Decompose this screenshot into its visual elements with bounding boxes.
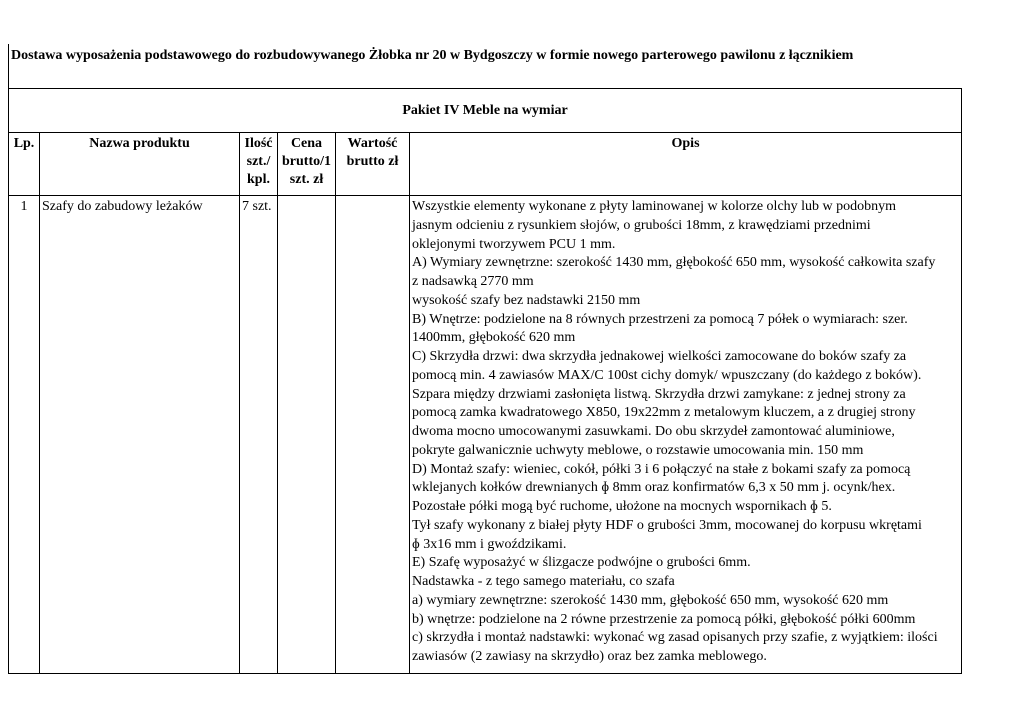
description-line: E) Szafę wyposażyć w ślizgacze podwójne o grubości 6mm. [412, 555, 751, 571]
document-title: Dostawa wyposażenia podstawowego do rozbudowywanego Żłobka nr 20 w Bydgoszczy w formie nowego parterowego pawilonu z łącznikiem [11, 48, 854, 63]
document-header [8, 44, 961, 88]
description-line: wklejanych kołków drewnianych ɸ 8mm oraz konfirmatów 6,3 x 50 mm j. ocynk/hex. [412, 480, 896, 496]
description-line: dwoma mocno umocowanymi zasuwkami. Do obu skrzydeł zamontować aluminiowe, [412, 424, 895, 439]
description-line: D) Montaż szafy: wieniec, cokół, półki 3 i 6 połączyć na stałe z bokami szafy za pomocą [412, 461, 911, 477]
package-title: Pakiet IV Meble na wymiar [9, 89, 962, 133]
row-product-name: Szafy do zabudowy leżaków [40, 196, 240, 674]
row-quantity: 7 szt. [240, 196, 278, 674]
header-product-name: Nazwa produktu [40, 133, 240, 196]
description-line: Szpara między drzwiami zasłonięta listwą. Skrzydła drzwi zamykane: z jednej strony za [412, 386, 906, 402]
description-line: B) Wnętrze: podzielone na 8 równych przestrzeni za pomocą 7 półek o wymiarach: szer. [412, 311, 908, 327]
description-line: jasnym odcieniu z rysunkiem słojów, o grubości 18mm, z krawędziami przednimi [412, 217, 871, 233]
table-row [9, 196, 962, 674]
description-line: 1400mm, głębokość 620 mm [412, 330, 576, 346]
row-description [410, 196, 962, 674]
header-value: Wartość brutto zł [336, 133, 410, 196]
description-line: Wszystkie elementy wykonane z płyty laminowanej w kolorze olchy lub w podobnym [412, 199, 897, 214]
row-price [278, 196, 336, 674]
header-quantity: Ilość szt./ kpl. [240, 133, 278, 196]
description-line: C) Skrzydła drzwi: dwa skrzydła jednakowej wielkości zamocowane do boków szafy za [412, 349, 907, 364]
description-line: oklejonymi tworzywem PCU 1 mm. [412, 236, 616, 252]
header-description: Opis [410, 133, 962, 196]
description-line: pomocą min. 4 zawiasów MAX/C 100st cichy domyk/ wpuszczany (do każdego z boków). [412, 367, 922, 383]
products-table [8, 88, 962, 674]
description-line: b) wnętrze: podzielone na 2 równe przestrzenie za pomocą półki, głębokość półki 600mm [412, 611, 916, 627]
row-lp: 1 [9, 196, 40, 674]
description-line: a) wymiary zewnętrzne: szerokość 1430 mm, głębokość 650 mm, wysokość 620 mm [412, 592, 889, 608]
header-row [9, 133, 962, 196]
description-line: z nadsawką 2770 mm [412, 274, 534, 289]
description-line: Tył szafy wykonany z białej płyty HDF o grubości 3mm, mocowanej do korpusu wkrętami [412, 517, 922, 533]
package-row [9, 89, 962, 133]
row-value [336, 196, 410, 674]
description-line: c) skrzydła i montaż nadstawki: wykonać wg zasad opisanych przy szafie, z wyjątkiem: ilości [412, 630, 938, 646]
description-line: wysokość szafy bez nadstawki 2150 mm [412, 292, 641, 308]
description-line: Nadstawka - z tego samego materiału, co szafa [412, 574, 675, 589]
description-line: Pozostałe półki mogą być ruchome, ułożone na mocnych wspornikach ɸ 5. [412, 499, 832, 514]
description-line: ɸ 3x16 mm i gwoździkami. [412, 536, 567, 552]
header-price: Cena brutto/1 szt. zł [278, 133, 336, 196]
description-line: A) Wymiary zewnętrzne: szerokość 1430 mm, głębokość 650 mm, wysokość całkowita szafy [412, 255, 936, 271]
description-line: zawiasów (2 zawiasy na skrzydło) oraz bez zamka meblowego. [412, 649, 767, 664]
description-line: pomocą zamka kwadratowego X850, 19x22mm z metalowym kluczem, a z drugiej strony [412, 405, 916, 421]
description-line: pokryte galwanicznie uchwyty meblowe, o rozstawie umocowania min. 150 mm [412, 442, 864, 458]
header-lp: Lp. [9, 133, 40, 196]
